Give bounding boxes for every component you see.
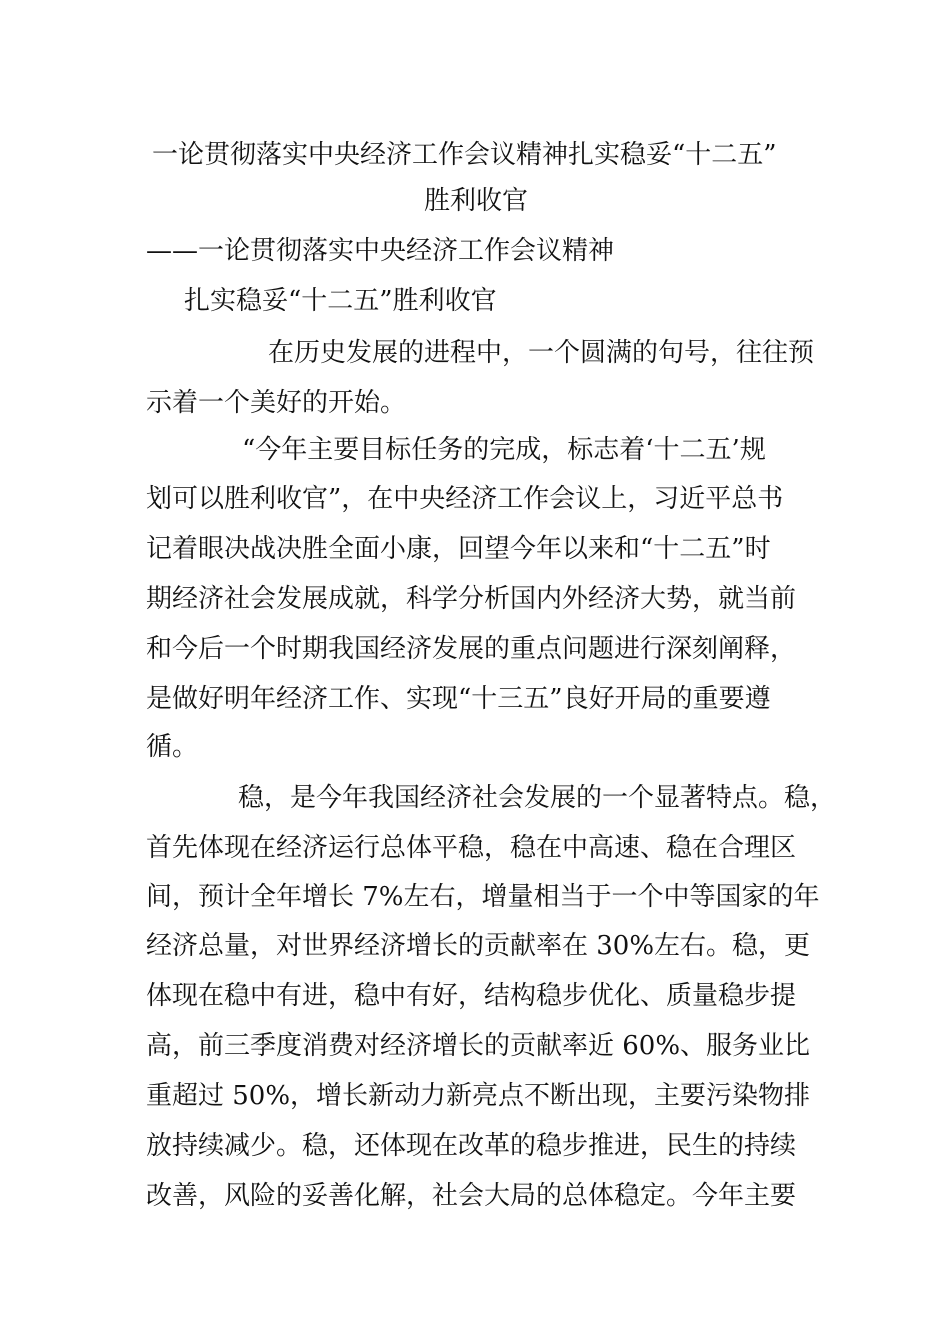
subtitle-line-1: ——一论贯彻落实中央经济工作会议精神 bbox=[146, 236, 615, 266]
paragraph-3-line-5: 体现在稳中有进，稳中有好，结构稳步优化、质量稳步提 bbox=[146, 981, 797, 1011]
paragraph-2-line-1: “今年主要目标任务的完成，标志着‘十二五’规 bbox=[242, 435, 766, 465]
title-line-2: 胜利收官 bbox=[424, 186, 529, 216]
paragraph-2-line-3: 记着眼决战决胜全面小康，回望今年以来和“十二五”时 bbox=[146, 534, 771, 564]
paragraph-3-line-9: 改善，风险的妥善化解，社会大局的总体稳定。今年主要 bbox=[146, 1181, 797, 1211]
paragraph-3-line-2: 首先体现在经济运行总体平稳，稳在中高速、稳在合理区 bbox=[146, 833, 797, 863]
paragraph-3-line-3: 间，预计全年增长 7%左右，增量相当于一个中等国家的年 bbox=[146, 882, 820, 912]
paragraph-3-line-4: 经济总量，对世界经济增长的贡献率在 30%左右。稳，更 bbox=[146, 931, 811, 961]
paragraph-2-line-7: 循。 bbox=[146, 732, 199, 762]
paragraph-2-line-6: 是做好明年经济工作、实现“十三五”良好开局的重要遵 bbox=[146, 684, 771, 714]
paragraph-2-line-4: 期经济社会发展成就，科学分析国内外经济大势，就当前 bbox=[146, 584, 797, 614]
subtitle-line-2: 扎实稳妥“十二五”胜利收官 bbox=[184, 286, 497, 316]
paragraph-3-line-7: 重超过 50%，增长新动力新亮点不断出现，主要污染物排 bbox=[146, 1081, 811, 1111]
paragraph-3-line-8: 放持续减少。稳，还体现在改革的稳步推进，民生的持续 bbox=[146, 1131, 797, 1161]
paragraph-2-line-2: 划可以胜利收官”，在中央经济工作会议上，习近平总书 bbox=[146, 484, 784, 514]
title-line-1: 一论贯彻落实中央经济工作会议精神扎实稳妥“十二五” bbox=[152, 140, 777, 170]
paragraph-2-line-5: 和今后一个时期我国经济发展的重点问题进行深刻阐释， bbox=[146, 634, 797, 664]
paragraph-3-line-6: 高，前三季度消费对经济增长的贡献率近 60%、服务业比 bbox=[146, 1031, 811, 1061]
paragraph-1-line-1: 在历史发展的进程中，一个圆满的句号，往往预 bbox=[268, 338, 815, 368]
paragraph-3-line-1: 稳，是今年我国经济社会发展的一个显著特点。稳， bbox=[238, 783, 837, 813]
paragraph-1-line-2: 示着一个美好的开始。 bbox=[146, 388, 407, 418]
